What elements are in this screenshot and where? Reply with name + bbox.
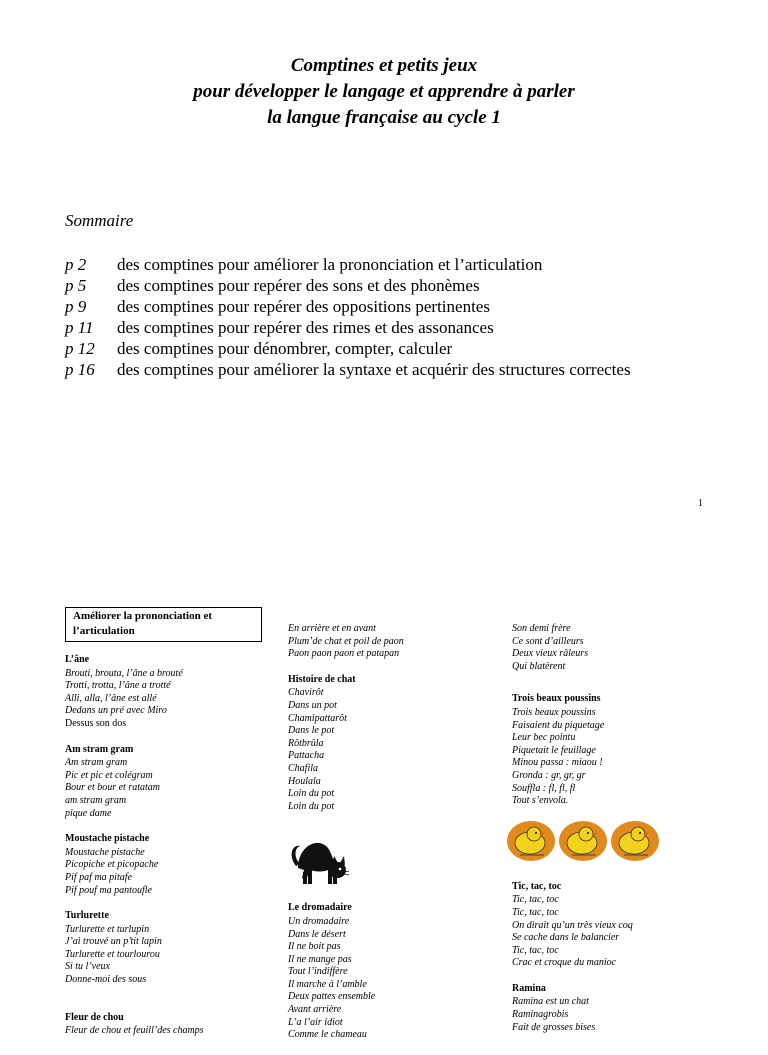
sommaire-heading: Sommaire xyxy=(65,211,134,230)
toc-page-ref: p 5 xyxy=(65,276,87,295)
poem-line: Chamipattarôt xyxy=(288,712,347,724)
poem-line: En arrière et en avant xyxy=(288,623,376,634)
poem-line: Picopiche et picopache xyxy=(65,859,159,871)
poem-line: Crac et croque du manioc xyxy=(512,957,617,969)
toc-page-ref: p 12 xyxy=(65,339,95,358)
poem-line: Dans le désert xyxy=(288,928,346,940)
page-number: 1 xyxy=(698,498,703,509)
poem-line: pique dame xyxy=(65,807,112,819)
poem-line: Qui blatèrent xyxy=(512,660,566,672)
poem-line: Faisaient du piquetage xyxy=(512,719,605,731)
poem-line: Pif paf ma pitafe xyxy=(65,871,132,883)
document-title-line-2: pour développer le langage et apprendre à parler xyxy=(193,81,575,102)
poem-line: Moustache pistache xyxy=(65,846,145,858)
poem-line: Plum’de chat et poil de paon xyxy=(288,635,404,647)
poem-line: Tic, tac, toc xyxy=(512,944,559,956)
poem-line: Loin du pot xyxy=(288,800,335,812)
poem-line: Il ne boit pas xyxy=(288,941,341,953)
poem-line: Dans le pot xyxy=(288,725,335,737)
poem-title: L’âne xyxy=(65,654,90,665)
poem-line: J’ai trouvé un p’tit lapin xyxy=(65,936,162,948)
poem-line: Dessus son dos xyxy=(65,717,127,729)
poem-continuation xyxy=(288,623,493,661)
poem-le-dromadaire xyxy=(288,902,493,1042)
poem-line: Paon paon paon et patapan xyxy=(288,648,400,660)
poem-line: Ce sont d’ailleurs xyxy=(512,635,584,647)
poem xyxy=(65,833,265,897)
toc-entry xyxy=(65,275,745,296)
poem-line: Piquetait le feuillage xyxy=(512,744,596,756)
toc-entry xyxy=(65,359,745,380)
poem-title: Trois beaux poussins xyxy=(512,693,601,705)
poem-title: Le dromadaire xyxy=(288,902,352,914)
poem-ramina xyxy=(512,983,712,1034)
poem-line: Houlala xyxy=(288,775,321,787)
poem-line: Tic, tac, toc xyxy=(512,894,559,906)
toc-entry-text: des comptines pour améliorer la prononciation et l’articulation xyxy=(117,255,543,274)
poem-lines xyxy=(512,996,712,1034)
poem-line: Un dromadaire xyxy=(288,915,350,927)
poem-histoire-de-chat xyxy=(288,674,493,814)
poem-title: Tic, tac, toc xyxy=(512,880,562,892)
chicks-illustration xyxy=(506,819,712,863)
poem-title: Ramina xyxy=(512,982,546,994)
toc-entry-text: des comptines pour repérer des oppositions pertinentes xyxy=(117,297,490,316)
poem-lines xyxy=(288,916,493,1042)
poem xyxy=(65,1012,265,1038)
poem-line: Gronda : gr, gr, gr xyxy=(512,769,586,781)
poem-lines xyxy=(512,707,712,808)
document-title-line-1: Comptines et petits jeux xyxy=(290,55,478,76)
poem-line: Loin du pot xyxy=(288,788,335,800)
toc-entry-text: des comptines pour repérer des sons et des phonèmes xyxy=(117,276,480,295)
poem-line: On dirait qu’un très vieux coq xyxy=(512,919,633,931)
poem-title: Moustache pistache xyxy=(65,833,150,845)
poem xyxy=(65,910,265,987)
toc-entry xyxy=(65,296,745,317)
poem-line: Se cache dans le balancier xyxy=(512,932,620,944)
poem-column-2 xyxy=(288,623,493,1055)
toc-entry xyxy=(65,338,745,359)
section-heading-box: Améliorer la prononciation et l’articulation xyxy=(65,607,262,642)
poem-line: Alli, alla, l’âne est allé xyxy=(65,692,157,704)
poem-column-3 xyxy=(512,623,712,1047)
poem-continuation xyxy=(512,623,712,673)
poem-lines xyxy=(512,894,712,970)
poem-line: Raminagrobis xyxy=(512,1009,569,1021)
poem-line: Turlurette et tourlourou xyxy=(65,948,160,960)
toc-entry-text: des comptines pour améliorer la syntaxe et acquérir des structures correctes xyxy=(117,360,631,379)
poem-line: Dans un pot xyxy=(288,699,337,711)
poem-lines xyxy=(512,623,712,673)
poem-line: Deux pattes ensemble xyxy=(288,991,376,1003)
chick-icon xyxy=(506,819,556,863)
document-title-line-3: la langue française au cycle 1 xyxy=(267,107,501,128)
poem-line: Si tu l’veux xyxy=(65,961,110,973)
poem-title: Histoire de chat xyxy=(288,673,356,685)
poem-line: Donne-moi des sous xyxy=(65,974,147,986)
poem-line: Am stram gram xyxy=(65,757,128,769)
poem-line: am stram gram xyxy=(65,794,127,806)
chick-icon xyxy=(558,819,608,863)
poem-line: Son demi frère xyxy=(512,623,571,634)
toc-page-ref: p 2 xyxy=(65,255,87,274)
poem-line: Tout l’indiffère xyxy=(288,966,348,978)
poem-line: Deux vieux râleurs xyxy=(512,648,589,660)
toc-page-ref: p 11 xyxy=(65,318,94,337)
poem-line: Fleur de chou et feuill’des champs xyxy=(65,1025,204,1037)
toc-entry-text: des comptines pour dénombrer, compter, calculer xyxy=(117,339,453,358)
poem-title: Am stram gram xyxy=(65,743,134,755)
poem-list xyxy=(65,654,265,1038)
poem-line: Fait de grosses bises xyxy=(512,1021,596,1033)
poem-trois-beaux-poussins xyxy=(512,693,712,807)
poem-line: Trois beaux poussins xyxy=(512,706,596,718)
poem xyxy=(65,654,265,731)
poem-title: Fleur de chou xyxy=(65,1011,124,1023)
poem-title: Turlurette xyxy=(65,910,109,922)
poem-column-1 xyxy=(65,607,265,1051)
poem-line: Pif pouf ma pantoufle xyxy=(65,884,152,896)
title-block xyxy=(0,53,768,131)
poem-tic-tac-toc xyxy=(512,881,712,970)
toc-page-ref: p 16 xyxy=(65,360,95,379)
poem-line: Avant arrière xyxy=(288,1004,342,1016)
poem-line: Pattacha xyxy=(288,750,325,762)
poem-line: Il marche à l’amble xyxy=(288,978,367,990)
poem xyxy=(65,744,265,821)
poem-line: Dedans un pré avec Miro xyxy=(65,705,167,717)
chick-icon xyxy=(610,819,660,863)
toc-entry xyxy=(65,317,745,338)
poem-line: Trotti, trotta, l’âne a trotté xyxy=(65,680,171,692)
poem-line: Il ne mange pas xyxy=(288,953,352,965)
poem-line: Ramina est un chat xyxy=(512,996,589,1008)
toc-page-ref: p 9 xyxy=(65,297,87,316)
poem-line: Rôtbrûla xyxy=(288,737,324,749)
poem-line: Pic et pic et colégram xyxy=(65,769,153,781)
poem-line: Turlurette et turlupin xyxy=(65,923,150,935)
poem-line: Chafila xyxy=(288,762,319,774)
poem-line: Brouti, brouta, l’âne a brouté xyxy=(65,667,183,679)
toc-entry xyxy=(65,254,745,275)
table-of-contents xyxy=(65,254,745,380)
black-cat-icon xyxy=(288,826,493,886)
toc-entry-text: des comptines pour repérer des rimes et des assonances xyxy=(117,318,494,337)
poem-line: Chavirôt xyxy=(288,687,324,699)
poem-line: Comme le chameau xyxy=(288,1029,367,1041)
poem-line: Minou passa : miaou ! xyxy=(512,757,603,769)
poem-line: Bour et bour et ratatam xyxy=(65,782,160,794)
poem-line: Leur bec pointu xyxy=(512,732,576,744)
poem-line: Souffla : fl, fl, fl xyxy=(512,782,576,794)
poem-lines xyxy=(288,687,493,813)
poem-line: Tout s’envola. xyxy=(512,795,569,807)
poem-line: Tic, tac, toc xyxy=(512,906,559,918)
poem-line: L’a l’air idiot xyxy=(288,1016,343,1028)
